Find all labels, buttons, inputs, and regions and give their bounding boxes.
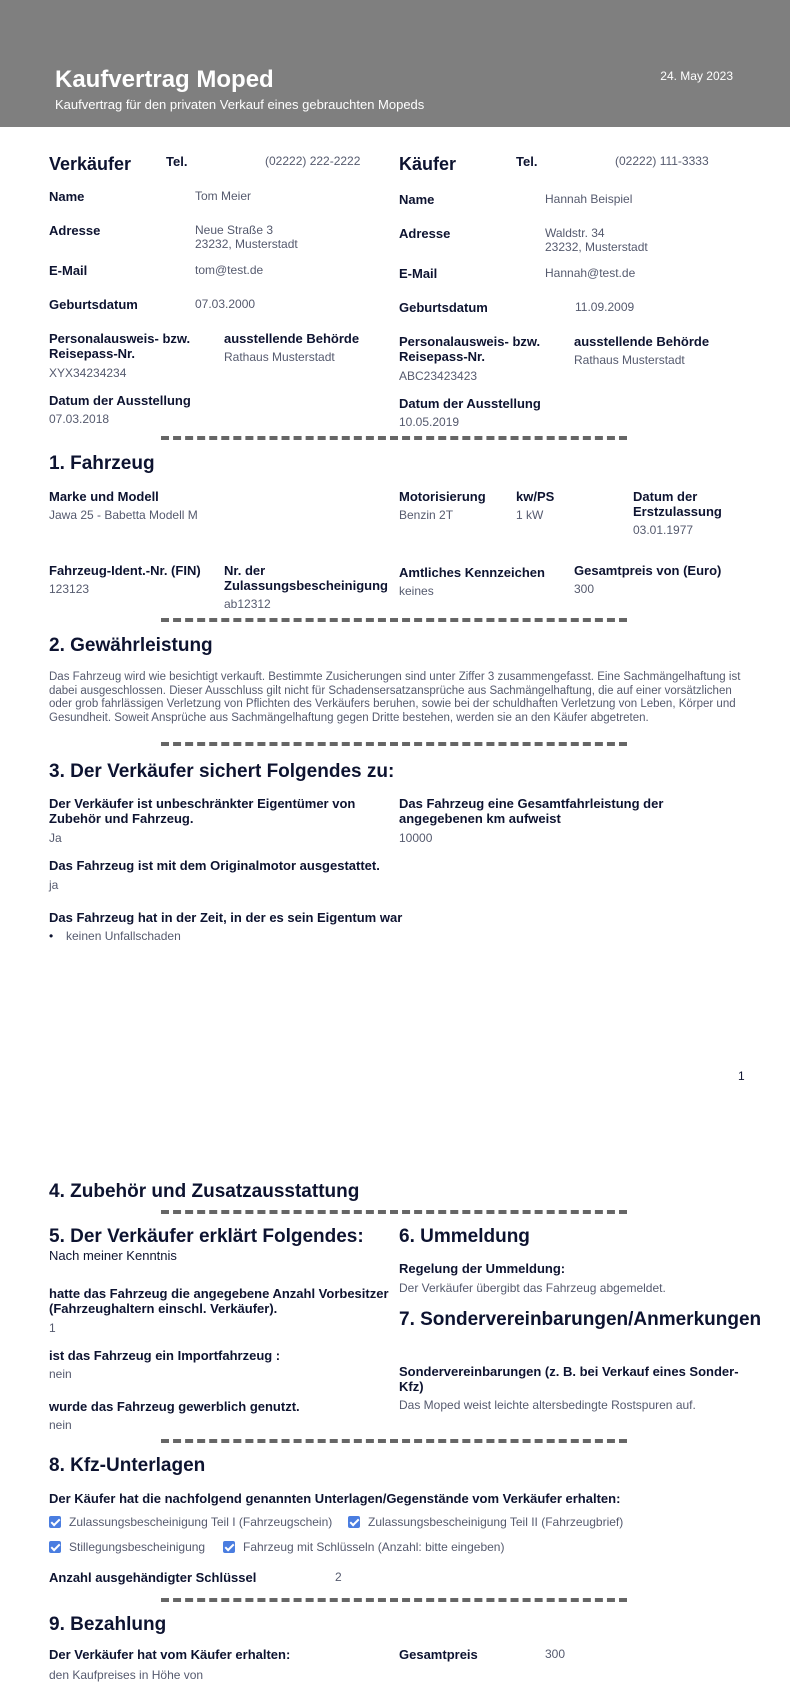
seller-name: Tom Meier [195, 189, 252, 203]
vehicle-vin-label: Fahrzeug-Ident.-Nr. (FIN) [49, 563, 201, 578]
vehicle-make-label: Marke und Modell [49, 489, 159, 504]
payment-received-label: Der Verkäufer hat vom Käufer erhalten: [49, 1647, 291, 1662]
buyer-email-label: E-Mail [399, 266, 438, 281]
seller-authority: Rathaus Musterstadt [224, 350, 335, 364]
seller-address-line2: 23232, Musterstadt [195, 237, 298, 251]
seller-id-number: XYX34234234 [49, 366, 127, 380]
warranty-text: Das Fahrzeug wird wie besichtigt verkauft. Bestimmte Zusicherungen sind unter Ziffer 3 zusammengefasst. Eine Sachmängelhaftung ist dabei ausgeschlossen. Dieser Ausschluss gilt nicht für Schadensersatzansprüche aus Sachmängelhaftung, die auf einer vorsätzlichen oder grob fahrlässigen Verletzung von Pflichten des Verkäufers beruhen, sowie bei der schuldhaften Verletzung von Leben, Körper und Gesundheit. Soweit Ansprüche aus Sachmängelhaftung gegen Dritte bestehen, werden sie an den Käufer abgetreten. [49, 671, 741, 724]
buyer-address-line1: Waldstr. 34 [545, 226, 605, 240]
vehicle-plate-label: Amtliches Kennzeichen [399, 565, 545, 580]
vehicle-first-reg-label: Datum der Erstzulassung [633, 489, 722, 519]
seller-name-label: Name [49, 189, 85, 204]
vehicle-reg-cert: ab12312 [224, 597, 271, 611]
checkbox-checked-icon[interactable] [348, 1516, 360, 1528]
document-header [0, 0, 790, 127]
buyer-id-label: Personalausweis- bzw. Reisepass-Nr. [399, 334, 541, 364]
declaration-commercial: nein [49, 1418, 72, 1432]
buyer-issue-date-label: Datum der Ausstellung [399, 396, 541, 411]
section-declaration-heading: 5. Der Verkäufer erklärt Folgendes: [49, 1226, 364, 1247]
document-date: 24. May 2023 [660, 69, 733, 83]
seller-email-label: E-Mail [49, 263, 88, 278]
vehicle-engine-label: Motorisierung [399, 489, 486, 504]
vehicle-price: 300 [574, 582, 595, 596]
special-label: Sondervereinbarungen (z. B. bei Verkauf eines Sonder-Kfz) [399, 1364, 739, 1394]
seller-birthdate: 07.03.2000 [195, 297, 256, 311]
declaration-owners: 1 [49, 1321, 56, 1335]
divider [161, 436, 627, 440]
seller-issue-date: 07.03.2018 [49, 412, 110, 426]
buyer-authority-label: ausstellende Behörde [574, 334, 710, 349]
assurance-mileage: 10000 [399, 831, 433, 845]
document-item-label: Zulassungsbescheinigung Teil I (Fahrzeugschein) [69, 1515, 333, 1529]
checkbox-checked-icon[interactable] [223, 1541, 235, 1553]
declaration-intro: Nach meiner Kenntnis [49, 1248, 177, 1263]
buyer-name: Hannah Beispiel [545, 192, 633, 206]
document-checkbox-4[interactable] [223, 1540, 504, 1554]
vehicle-power: 1 kW [516, 508, 544, 522]
declaration-commercial-label: wurde das Fahrzeug gewerblich genutzt. [49, 1399, 300, 1414]
assurance-owner-label: Der Verkäufer ist unbeschränkter Eigentümer von Zubehör und Fahrzeug. [49, 796, 356, 826]
assurance-mileage-label: Das Fahrzeug eine Gesamtfahrleistung der angegebenen km aufweist [399, 796, 664, 826]
document-checkbox-3[interactable] [49, 1540, 205, 1554]
assurance-ownership-label: Das Fahrzeug hat in der Zeit, in der es sein Eigentum war [49, 910, 403, 925]
documents-keys: 2 [335, 1570, 342, 1584]
buyer-heading: Käufer [399, 154, 457, 174]
assurance-engine: ja [49, 878, 59, 892]
seller-issue-date-label: Datum der Ausstellung [49, 393, 191, 408]
section-vehicle-heading: 1. Fahrzeug [49, 453, 155, 474]
seller-heading: Verkäufer [49, 154, 132, 174]
document-checkbox-1[interactable] [49, 1515, 332, 1529]
vehicle-price-label: Gesamtpreis von (Euro) [574, 563, 722, 578]
buyer-email: Hannah@test.de [545, 266, 636, 280]
checkbox-checked-icon[interactable] [49, 1516, 61, 1528]
document-checkbox-2[interactable] [348, 1515, 623, 1529]
buyer-birthdate-label: Geburtsdatum [399, 300, 488, 315]
declaration-owners-label: hatte das Fahrzeug die angegebene Anzahl Vorbesitzer (Fahrzeughaltern einschl. Verkäufer). [49, 1286, 389, 1316]
buyer-address-line2: 23232, Musterstadt [545, 240, 648, 254]
assurance-engine-label: Das Fahrzeug ist mit dem Originalmotor ausgestattet. [49, 858, 380, 873]
buyer-id-number: ABC23423423 [399, 369, 478, 383]
section-documents-heading: 8. Kfz-Unterlagen [49, 1455, 206, 1476]
seller-address-label: Adresse [49, 223, 101, 238]
seller-address-line1: Neue Straße 3 [195, 223, 274, 237]
documents-keys-label: Anzahl ausgehändigter Schlüssel [49, 1570, 257, 1585]
vehicle-vin: 123123 [49, 582, 90, 596]
section-assurances-heading: 3. Der Verkäufer sichert Folgendes zu: [49, 761, 395, 782]
reregistration-rule-label: Regelung der Ummeldung: [399, 1261, 566, 1276]
divider [161, 742, 627, 746]
page-number: 1 [738, 1069, 745, 1083]
seller-email: tom@test.de [195, 263, 264, 277]
vehicle-engine: Benzin 2T [399, 508, 454, 522]
documents-intro: Der Käufer hat die nachfolgend genannten Unterlagen/Gegenstände vom Verkäufer erhalten: [49, 1491, 621, 1506]
document-item-label: Zulassungsbescheinigung Teil II (Fahrzeugbrief) [368, 1515, 624, 1529]
buyer-tel-label: Tel. [516, 154, 538, 169]
checkbox-checked-icon[interactable] [49, 1541, 61, 1553]
buyer-authority: Rathaus Musterstadt [574, 353, 685, 367]
seller-id-label: Personalausweis- bzw. Reisepass-Nr. [49, 331, 191, 361]
document-item-label: Stillegungsbescheinigung [69, 1540, 206, 1554]
buyer-issue-date: 10.05.2019 [399, 415, 460, 429]
divider [161, 1210, 627, 1214]
special-value: Das Moped weist leichte altersbedingte Rostspuren auf. [399, 1398, 696, 1412]
vehicle-power-label: kw/PS [516, 489, 555, 504]
section-accessories-heading: 4. Zubehör und Zusatzausstattung [49, 1181, 360, 1202]
declaration-import: nein [49, 1367, 72, 1381]
divider [161, 1439, 627, 1443]
vehicle-make: Jawa 25 - Babetta Modell M [49, 508, 198, 522]
vehicle-reg-cert-label: Nr. der Zulassungsbescheinigung [224, 563, 388, 593]
vehicle-first-reg: 03.01.1977 [633, 523, 694, 537]
document-title: Kaufvertrag Moped [55, 66, 274, 93]
seller-authority-label: ausstellende Behörde [224, 331, 360, 346]
buyer-address-label: Adresse [399, 226, 451, 241]
declaration-import-label: ist das Fahrzeug ein Importfahrzeug : [49, 1348, 281, 1363]
assurance-owner: Ja [49, 831, 62, 845]
section-special-heading: 7. Sondervereinbarungen/Anmerkungen [399, 1309, 762, 1330]
buyer-birthdate: 11.09.2009 [575, 300, 635, 314]
list-item: • keinen Unfallschaden [66, 929, 181, 943]
vehicle-plate: keines [399, 584, 434, 598]
section-payment-heading: 9. Bezahlung [49, 1614, 167, 1635]
section-warranty-heading: 2. Gewährleistung [49, 635, 213, 656]
divider [161, 1598, 627, 1602]
payment-received: den Kaufpreises in Höhe von [49, 1668, 204, 1682]
divider [161, 618, 627, 622]
reregistration-rule: Der Verkäufer übergibt das Fahrzeug abgemeldet. [399, 1281, 666, 1295]
payment-total: 300 [545, 1647, 566, 1661]
document-item-label: Fahrzeug mit Schlüsseln (Anzahl: bitte eingeben) [243, 1540, 505, 1554]
seller-phone: (02222) 222-2222 [265, 154, 361, 168]
section-reregistration-heading: 6. Ummeldung [399, 1226, 530, 1247]
buyer-phone: (02222) 111-3333 [615, 154, 709, 168]
buyer-name-label: Name [399, 192, 435, 207]
seller-tel-label: Tel. [166, 154, 188, 169]
payment-total-label: Gesamtpreis [399, 1647, 478, 1662]
document-subtitle: Kaufvertrag für den privaten Verkauf eines gebrauchten Mopeds [55, 97, 425, 112]
seller-birthdate-label: Geburtsdatum [49, 297, 138, 312]
